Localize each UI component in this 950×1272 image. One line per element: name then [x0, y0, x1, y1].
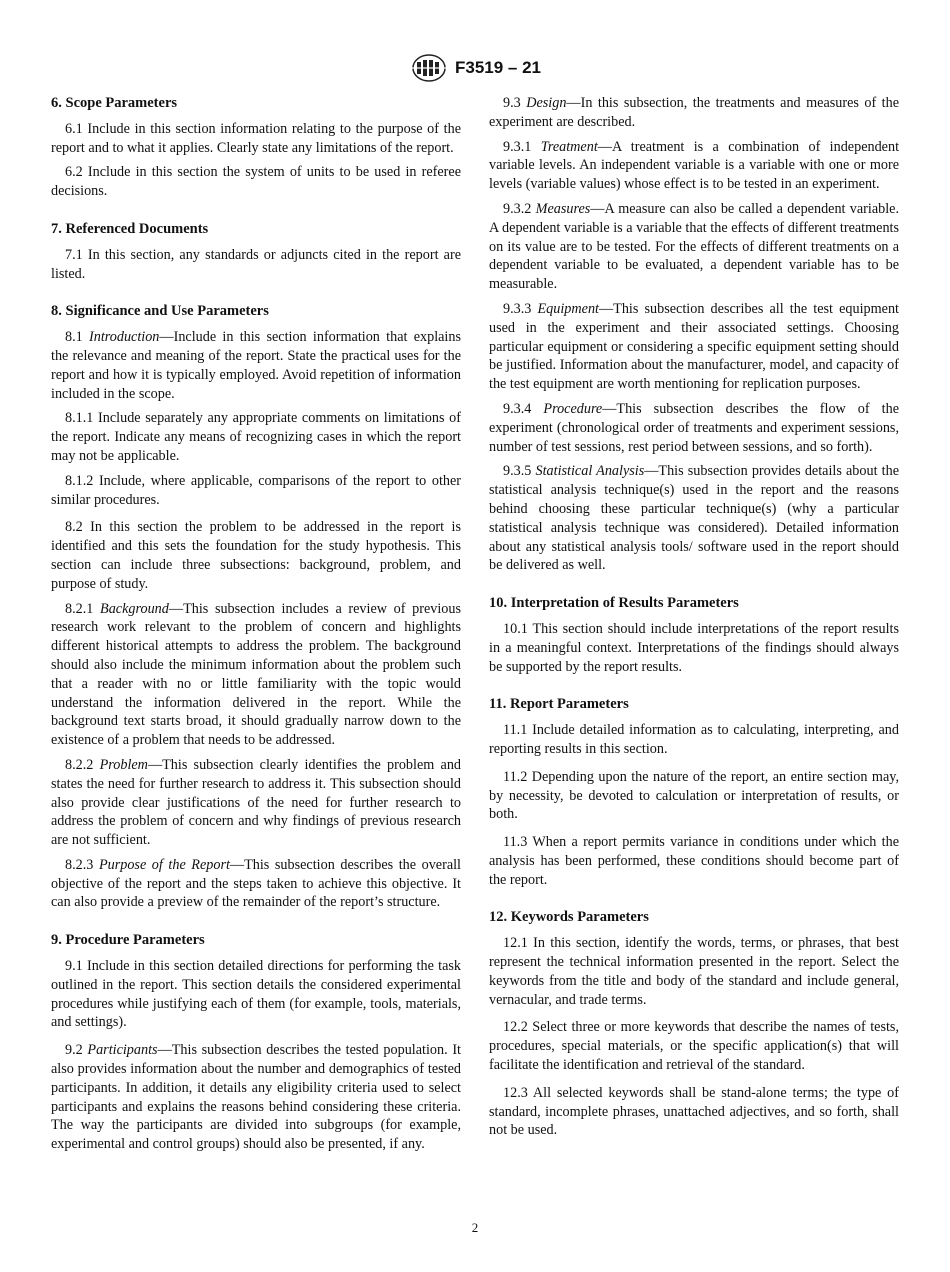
para-term: Statistical Analysis [535, 463, 645, 480]
paragraph: 9.1 Include in this section detailed directions for performing the task outlined in the report. This section details the considered experimental procedures while justifying each of them (for example, tools, materials, and settings). [51, 958, 461, 1031]
para-term: Participants [87, 1042, 158, 1059]
para-number: 9.3 [503, 95, 521, 111]
para-term: Purpose of the Report [98, 856, 230, 873]
right-column [489, 94, 899, 1146]
paragraph [489, 200, 899, 294]
para-term: Equipment [537, 300, 599, 317]
paragraph [489, 94, 899, 132]
para-number: 8.2.2 [65, 756, 94, 773]
para-text: —This subsection describes all the test equipment used in the experiment and their associated settings. Choosing particular equipment or considering a specific equipment setting should be justified. Information about the manufacturer, model, and capacity of the test equipment are worth mentioning for replication purposes. [489, 300, 899, 393]
para-number: 8.1 [65, 329, 83, 346]
paragraph: 10.1 This section should include interpretations of the report results in a meaningful context. Interpretations of the findings should always be supported by the report results. [489, 620, 899, 675]
paragraph: 6.1 Include in this section information relating to the purpose of the report and to what it applies. Clearly state any limitations of the report. [51, 120, 461, 156]
paragraph [489, 400, 899, 456]
astm-logo-icon [409, 53, 449, 83]
paragraph [489, 300, 899, 394]
para-term: Procedure [543, 400, 603, 417]
para-text: —This subsection clearly identifies the problem and states the need for further research to address it. This subsection should also provide clear justifications of the need for further research to address the problem of concern and why findings of previous research are not sufficient. [51, 756, 462, 849]
para-number: 9.3.2 [503, 200, 532, 217]
section-title: 12. Keywords Parameters [489, 909, 649, 926]
section-title: 6. Scope Parameters [51, 95, 178, 111]
para-text: —Include in this section information that explains the relevance and meaning of the report. State the practical uses for the report and how it is typically employed. Avoid repetition of information included in the scope. [51, 329, 461, 402]
para-term: Introduction [89, 329, 160, 346]
paragraph: 8.1.1 Include separately any appropriate comments on limitations of the report. Indicate any means of recognizing cases in which the report may not be applicable. [51, 410, 461, 464]
para-number: 8.2.3 [65, 856, 94, 873]
paragraph: 11.3 When a report permits variance in conditions under which the analysis has been performed, these conditions should become part of the report. [489, 834, 899, 888]
para-text: —A treatment is a combination of independent variable levels. An independent variable is a variable with one or more levels (variable values) whose effect is to be tested in an experiment. [489, 138, 900, 193]
section-title: 11. Report Parameters [489, 696, 629, 713]
paragraph [51, 328, 461, 403]
paragraph: 8.1.2 Include, where applicable, comparisons of the report to other similar procedures. [51, 472, 461, 508]
para-term: Measures [535, 200, 591, 217]
para-number: 8.2.1 [65, 600, 94, 617]
paragraph: 8.2 In this section the problem to be addressed in the report is identified and this sets the foundation for the study hypothesis. This section can include three subsections: background, problem, and purpose of study. [51, 519, 461, 592]
paragraph [51, 1041, 461, 1154]
para-text: —A measure can also be called a dependent variable. A dependent variable is a variable that the effects of different treatments on its value are to be tested. For the effects of different treatments on a dependent variable to be evaluated, a dependent variable has to be measurable. [489, 200, 899, 293]
para-text: —This subsection describes the overall objective of the report and the steps taken to achieve this objective. It can also provide a preview of the remainder of the report’s structure. [51, 856, 461, 911]
para-number: 9.3.1 [503, 138, 532, 155]
para-number: 9.3.5 [503, 463, 532, 480]
para-text: —This subsection describes the tested population. It also provides information about the number and demographics of tested participants. In addition, it details any eligibility criteria used to select participants and explains the reasons behind considering these criteria. The way the participants are divided into subgroups (for example, experimental and control groups) should also be presented, if any. [51, 1042, 461, 1153]
left-column [51, 94, 461, 1160]
paragraph: 12.1 In this section, identify the words, terms, or phrases, that best represent the technical information presented in the report. Select the keywords from the title and body of the standard and include general, vernacular, and trade terms. [489, 935, 899, 1008]
section-title: 8. Significance and Use Parameters [51, 303, 269, 320]
paragraph: 7.1 In this section, any standards or adjuncts cited in the report are listed. [51, 246, 461, 282]
paragraph [489, 138, 899, 194]
paragraph: 12.3 All selected keywords shall be stand-alone terms; the type of standard, incomplete phrases, unattached adjectives, and so forth, shall not be used. [489, 1084, 899, 1139]
page-header [0, 52, 950, 84]
para-text: —This subsection describes the flow of the experiment (chronological order of treatments and experiment sessions, number of test sessions, rest period between sessions, and so forth). [489, 400, 899, 455]
para-term: Background [100, 600, 169, 617]
paragraph [51, 600, 461, 750]
section-title: 10. Interpretation of Results Parameters [489, 595, 739, 612]
para-term: Design [526, 95, 567, 111]
section-title: 7. Referenced Documents [51, 220, 209, 237]
paragraph: 6.2 Include in this section the system of units to be used in referee decisions. [51, 164, 461, 200]
paragraph: 11.2 Depending upon the nature of the report, an entire section may, by necessity, be devoted to calculation or interpretation of results, or both. [489, 768, 899, 823]
para-number: 9.2 [65, 1042, 83, 1059]
document-designation: F3519 – 21 [454, 58, 541, 77]
para-term: Problem [99, 756, 148, 773]
para-text: —This subsection includes a review of previous research work relevant to the problem of concern and highlights different historical attempts to address the problem. The background should also include the minimum information about the problem such that a reader with no or little familiarity with the topic would understand the information delivered in the report. While the background text starts broad, it should gradually narrow down to the existence of a problem that needs to be addressed. [51, 600, 461, 749]
paragraph [489, 462, 899, 575]
paragraph [51, 856, 461, 912]
paragraph: 12.2 Select three or more keywords that describe the names of tests, procedures, special materials, or the specific application(s) that will facilitate the identification and retrieval of the standard. [489, 1019, 899, 1074]
para-term: Treatment [540, 138, 598, 155]
paragraph [51, 756, 461, 850]
page-number: 2 [471, 1220, 479, 1235]
para-text: —This subsection provides details about the statistical analysis technique(s) used in the report and the reasons behind choosing these particular technique(s) (why a particular statistical analysis technique was considered). Detailed information about any statistical analysis tools/ software used in the report should be delivered as well. [489, 463, 899, 574]
para-number: 9.3.4 [503, 400, 532, 417]
paragraph: 11.1 Include detailed information as to calculating, interpreting, and reporting results in this section. [489, 722, 899, 757]
section-title: 9. Procedure Parameters [51, 932, 205, 949]
para-number: 9.3.3 [503, 300, 532, 317]
para-text: —In this subsection, the treatments and measures of the experiment are described. [489, 95, 900, 130]
